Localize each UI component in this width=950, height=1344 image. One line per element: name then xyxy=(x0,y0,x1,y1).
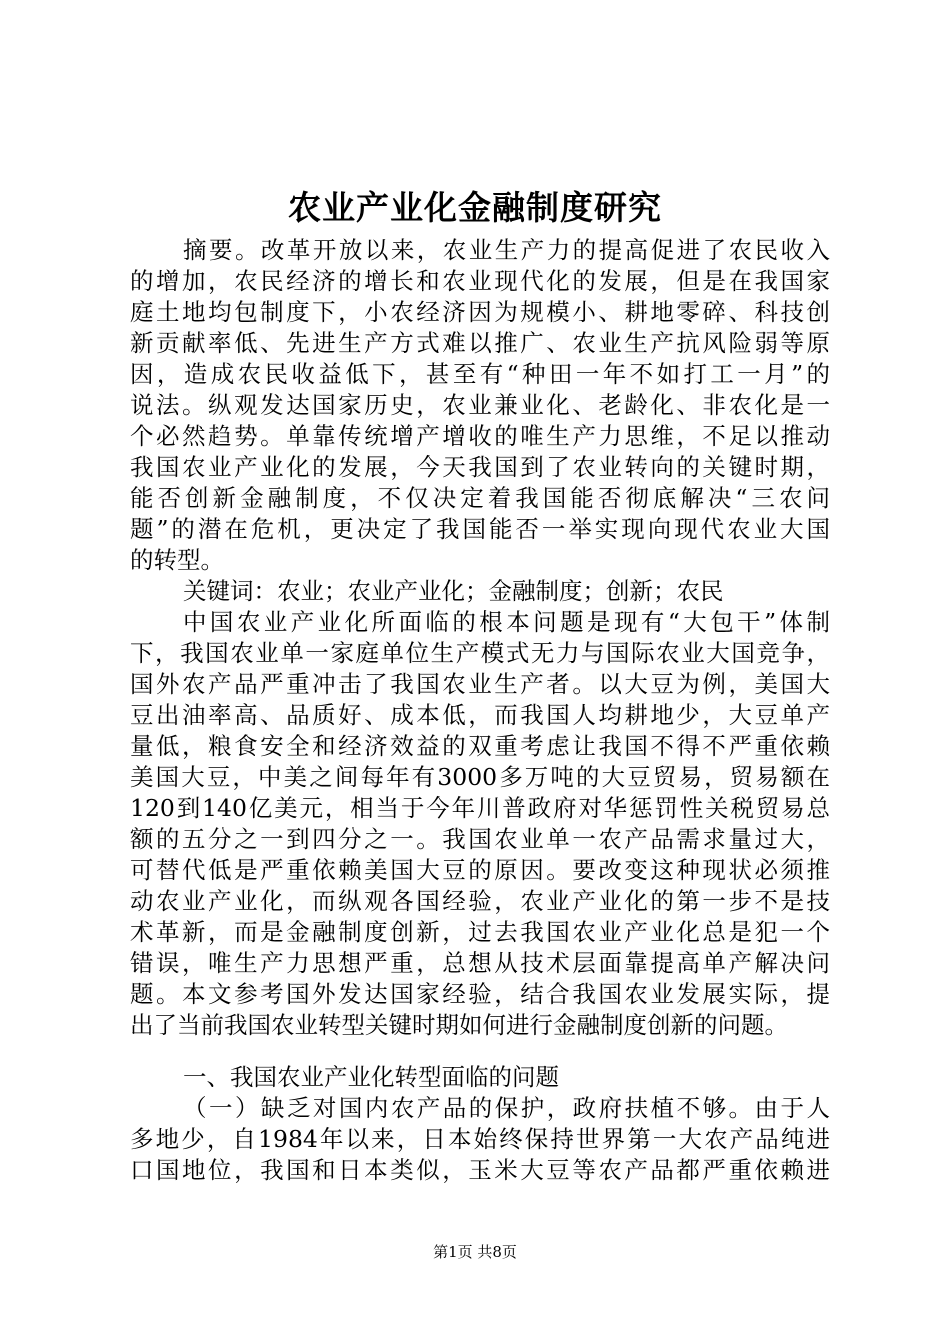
body-line: 术革新，而是金融制度创新，过去我国农业产业化总是犯一个 xyxy=(130,918,830,946)
body-line: 错误，唯生产力思想严重，总想从技术层面靠提高单产解决问 xyxy=(130,949,830,977)
abstract-line: 庭土地均包制度下，小农经济因为规模小、耕地零碎、科技创 xyxy=(130,298,830,326)
body-line: 量低，粮食安全和经济效益的双重考虑让我国不得不严重依赖 xyxy=(130,732,830,760)
body-line: 下，我国农业单一家庭单位生产模式无力与国际农业大国竞争， xyxy=(130,639,830,667)
abstract-line: 因，造成农民收益低下，甚至有“种田一年不如打工一月”的 xyxy=(130,360,830,388)
abstract-line: 个必然趋势。单靠传统增产增收的唯生产力思维，不足以推动 xyxy=(130,422,830,450)
page-number-footer: 第1页 共8页 xyxy=(433,1243,517,1261)
abstract-line: 能否创新金融制度，不仅决定着我国能否彻底解决“三农问 xyxy=(130,484,830,512)
body-line: 题。本文参考国外发达国家经验，结合我国农业发展实际，提 xyxy=(130,980,830,1008)
section-heading: 一、我国农业产业化转型面临的问题 xyxy=(183,1063,559,1091)
body-line: 额的五分之一到四分之一。我国农业单一农产品需求量过大， xyxy=(130,825,830,853)
keywords-line: 关键词：农业；农业产业化；金融制度；创新；农民 xyxy=(183,577,724,605)
abstract-line: 说法。纵观发达国家历史，农业兼业化、老龄化、非农化是一 xyxy=(130,391,830,419)
abstract-line: 我国农业产业化的发展，今天我国到了农业转向的关键时期， xyxy=(130,453,830,481)
abstract-line: 的增加，农民经济的增长和农业现代化的发展，但是在我国家 xyxy=(130,267,830,295)
body-line: 出了当前我国农业转型关键时期如何进行金融制度创新的问题。 xyxy=(130,1011,788,1039)
body-line: 120到140亿美元，相当于今年川普政府对华惩罚性关税贸易总 xyxy=(130,794,830,822)
body-line: 口国地位，我国和日本类似，玉米大豆等农产品都严重依赖进 xyxy=(130,1156,830,1184)
body-line: 豆出油率高、品质好、成本低，而我国人均耕地少，大豆单产 xyxy=(130,701,830,729)
abstract-line: 新贡献率低、先进生产方式难以推广、农业生产抗风险弱等原 xyxy=(130,329,830,357)
abstract-line: 题”的潜在危机，更决定了我国能否一举实现向现代农业大国 xyxy=(130,515,830,543)
body-line: 美国大豆，中美之间每年有3000多万吨的大豆贸易，贸易额在 xyxy=(130,763,830,791)
body-line: 多地少，自1984年以来，日本始终保持世界第一大农产品纯进 xyxy=(130,1125,830,1153)
body-line: 动农业产业化，而纵观各国经验，农业产业化的第一步不是技 xyxy=(130,887,830,915)
body-line: （一）缺乏对国内农产品的保护，政府扶植不够。由于人 xyxy=(183,1094,830,1122)
body-line: 中国农业产业化所面临的根本问题是现有“大包干”体制 xyxy=(183,608,830,636)
document-title: 农业产业化金融制度研究 xyxy=(288,188,662,227)
body-line: 国外农产品严重冲击了我国农业生产者。以大豆为例，美国大 xyxy=(130,670,830,698)
abstract-line: 的转型。 xyxy=(130,546,224,574)
body-line: 可替代低是严重依赖美国大豆的原因。要改变这种现状必须推 xyxy=(130,856,830,884)
abstract-line: 摘要。改革开放以来，农业生产力的提高促进了农民收入 xyxy=(183,236,830,264)
